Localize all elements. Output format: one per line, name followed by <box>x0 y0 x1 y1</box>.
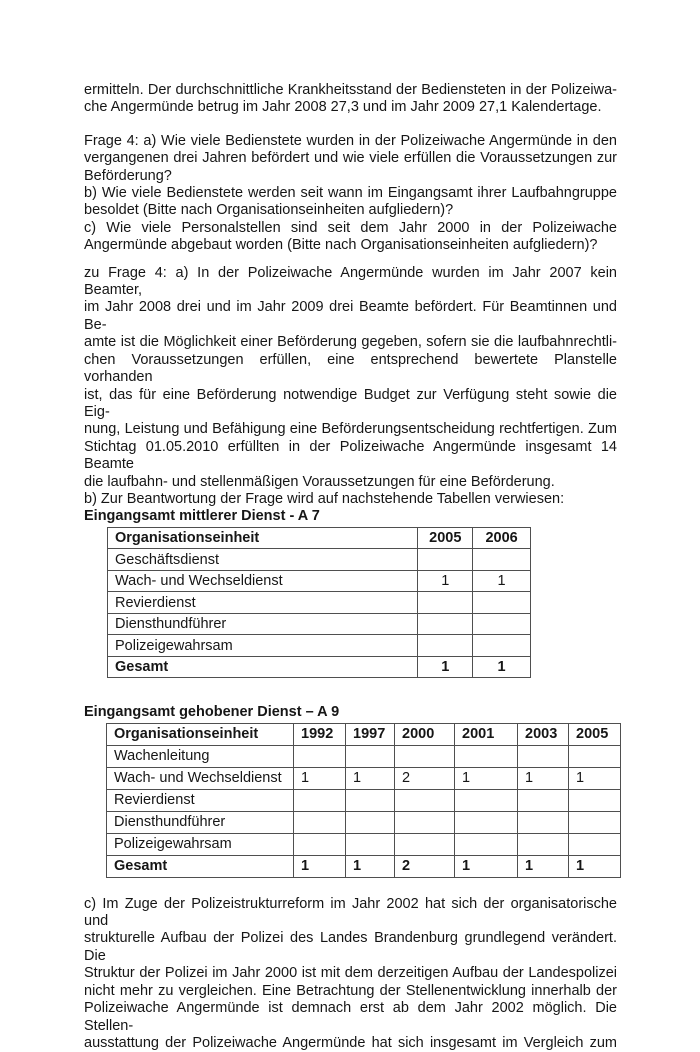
table-cell <box>569 789 621 811</box>
text-line: die laufbahn- und stellenmäßigen Voraussetzungen für eine Beförderung. <box>84 473 555 490</box>
text-line: amte ist die Möglichkeit einer Beförderung gegeben, sofern sie die laufbahnrechtli- <box>84 334 617 351</box>
table-cell: 1 <box>569 767 621 789</box>
table-cell <box>473 635 531 657</box>
table-cell: 2 <box>395 767 455 789</box>
table-cell <box>346 745 395 767</box>
table-title-mittlerer-dienst: Eingangsamt mittlerer Dienst - A 7 <box>84 508 320 525</box>
paragraph-frage4 <box>84 133 617 255</box>
text-line: chen Voraussetzungen erfüllen, eine entsprechend bewertete Planstelle vorhanden <box>84 351 617 386</box>
table-cell <box>346 833 395 855</box>
column-header: 2005 <box>418 527 473 549</box>
table-cell <box>518 789 569 811</box>
table-cell <box>294 745 346 767</box>
column-header: 2001 <box>455 723 518 745</box>
column-header: 1992 <box>294 723 346 745</box>
text-line: im Jahr 2008 drei und im Jahr 2009 drei Beamte befördert. Für Beamtinnen und Be- <box>84 299 617 333</box>
table-cell <box>569 833 621 855</box>
table-row <box>107 789 621 811</box>
table-cell: 1 <box>455 855 518 877</box>
table-cell: Polizeigewahrsam <box>107 833 294 855</box>
table-cell: 1 <box>418 656 473 678</box>
text-line: nung, Leistung und Befähigung eine Beförderungsentscheidung rechtfertigen. Zum <box>84 421 617 438</box>
paragraph-krankheitsstand <box>84 82 617 117</box>
table-title-gehobener-dienst: Eingangsamt gehobener Dienst – A 9 <box>84 704 340 721</box>
table-cell: Wach- und Wechseldienst <box>108 570 418 592</box>
table-cell <box>418 549 473 571</box>
table-cell: 1 <box>518 855 569 877</box>
column-header: 1997 <box>346 723 395 745</box>
paragraph-antwort-frage4c <box>84 896 617 1052</box>
table-cell <box>518 745 569 767</box>
table-cell <box>455 833 518 855</box>
table-cell <box>473 592 531 614</box>
table-cell <box>395 789 455 811</box>
table-row <box>108 549 531 571</box>
column-header: 2003 <box>518 723 569 745</box>
table-cell: 1 <box>418 570 473 592</box>
table-row <box>108 570 531 592</box>
text-line: zu Frage 4: a) In der Polizeiwache Angermünde wurden im Jahr 2007 kein Beamter, <box>84 264 617 299</box>
table-row <box>108 635 531 657</box>
table-cell: Wachenleitung <box>107 745 294 767</box>
table-cell <box>455 811 518 833</box>
table-cell: Revierdienst <box>108 592 418 614</box>
paragraph-antwort-frage4ab <box>84 265 617 509</box>
table-cell <box>395 745 455 767</box>
table-cell <box>418 613 473 635</box>
text-line: vergangenen drei Jahren befördert und wie viele erfüllen die Voraussetzungen zur <box>84 150 617 167</box>
table-cell <box>518 833 569 855</box>
table-cell: 2 <box>395 855 455 877</box>
table-cell <box>395 811 455 833</box>
table-cell <box>395 833 455 855</box>
table-cell: 1 <box>346 767 395 789</box>
table-cell: Revierdienst <box>107 789 294 811</box>
text-line: b) Zur Beantwortung der Frage wird auf nachstehende Tabellen verwiesen: <box>84 490 565 507</box>
table-row <box>107 811 621 833</box>
table-cell <box>294 811 346 833</box>
table-row <box>108 656 531 678</box>
table-cell <box>346 811 395 833</box>
text-line: Struktur der Polizei im Jahr 2000 ist mit dem derzeitigen Aufbau der Landespolizei <box>84 965 617 982</box>
table-row <box>107 855 621 877</box>
table-cell: 1 <box>346 855 395 877</box>
text-line: c) Im Zuge der Polizeistrukturreform im Jahr 2002 hat sich der organisatorische und <box>84 895 617 930</box>
table-header-row <box>108 527 531 549</box>
table-cell <box>569 811 621 833</box>
column-header: 2000 <box>395 723 455 745</box>
table-row <box>108 592 531 614</box>
table-cell <box>473 613 531 635</box>
table-cell <box>518 811 569 833</box>
text-line: ausstattung der Polizeiwache Angermünde hat sich insgesamt im Vergleich zum <box>84 1034 617 1051</box>
table-cell <box>473 549 531 571</box>
table-cell: Gesamt <box>108 656 418 678</box>
table-cell: 1 <box>294 855 346 877</box>
table-row <box>107 745 621 767</box>
table-cell: Diensthundführer <box>107 811 294 833</box>
table-cell <box>418 635 473 657</box>
table-cell <box>569 745 621 767</box>
text-line: nicht mehr zu vergleichen. Eine Betrachtung der Stellenentwicklung innerhalb der <box>84 982 617 999</box>
table-cell <box>346 789 395 811</box>
text-line: strukturelle Aufbau der Polizei des Landes Brandenburg grundlegend verändert. Die <box>84 930 617 964</box>
table-cell: Diensthundführer <box>108 613 418 635</box>
text-line: che Angermünde betrug im Jahr 2008 27,3 und im Jahr 2009 27,1 Kalendertage. <box>84 99 602 116</box>
table-eingangsamt-a9 <box>106 723 621 878</box>
text-line: ist, das für eine Beförderung notwendige Budget zur Verfügung steht sowie die Eig- <box>84 386 617 420</box>
table-cell <box>294 833 346 855</box>
text-line: ermitteln. Der durchschnittliche Krankheitsstand der Bediensteten in der Polizeiwa- <box>84 82 617 98</box>
table-eingangsamt-a7 <box>107 527 531 679</box>
text-line: Angermünde abgebaut worden (Bitte nach Organisationseinheiten aufgliedern)? <box>84 237 598 254</box>
text-line: Frage 4: a) Wie viele Bedienstete wurden in der Polizeiwache Angermünde in den <box>84 132 617 149</box>
table-cell: 1 <box>455 767 518 789</box>
text-line: besoldet (Bitte nach Organisationseinheiten aufgliedern)? <box>84 202 454 219</box>
table-cell: 1 <box>473 656 531 678</box>
table-row <box>107 833 621 855</box>
table-cell <box>294 789 346 811</box>
text-line: Beförderung? <box>84 167 172 184</box>
text-line: Polizeiwache Angermünde ist demnach erst ab dem Jahr 2002 möglich. Die Stellen- <box>84 1000 617 1034</box>
text-line: b) Wie viele Bedienstete werden seit wann im Eingangsamt ihrer Laufbahngruppe <box>84 185 617 202</box>
column-header: Organisationseinheit <box>108 527 418 549</box>
table-cell: 1 <box>473 570 531 592</box>
table-header-row <box>107 723 621 745</box>
table-cell: 1 <box>518 767 569 789</box>
column-header: 2005 <box>569 723 621 745</box>
table-cell <box>418 592 473 614</box>
table-row <box>107 767 621 789</box>
text-line: c) Wie viele Personalstellen sind seit dem Jahr 2000 in der Polizeiwache <box>84 219 617 236</box>
table-cell: 1 <box>569 855 621 877</box>
table-cell <box>455 745 518 767</box>
table-cell: Gesamt <box>107 855 294 877</box>
column-header: 2006 <box>473 527 531 549</box>
table-cell: 1 <box>294 767 346 789</box>
table-row <box>108 613 531 635</box>
table-cell <box>455 789 518 811</box>
text-line: Stichtag 01.05.2010 erfüllten in der Polizeiwache Angermünde insgesamt 14 Beamte <box>84 438 617 473</box>
table-cell: Polizeigewahrsam <box>108 635 418 657</box>
table-cell: Wach- und Wechseldienst <box>107 767 294 789</box>
column-header: Organisationseinheit <box>107 723 294 745</box>
table-cell: Geschäftsdienst <box>108 549 418 571</box>
